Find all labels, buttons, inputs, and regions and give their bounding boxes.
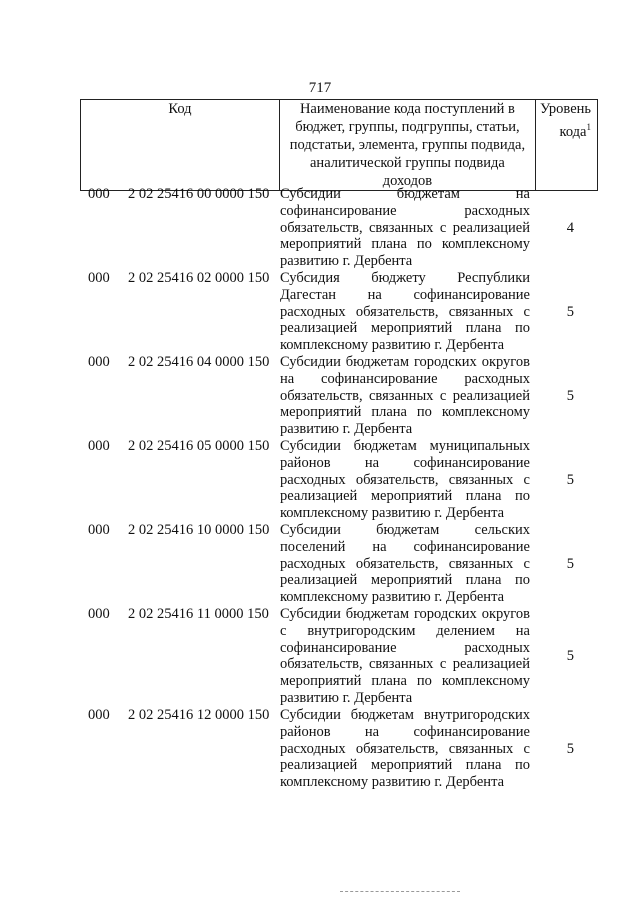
revenue-code: 2 02 25416 10 0000 150 [128, 522, 270, 538]
table-row [80, 438, 600, 522]
revenue-name: Субсидии бюджетам сельских поселений на софинансирование расходных обязательств, связанных с реализацией мероприятий плана по комплексному развитию г. Дербента [280, 522, 530, 606]
revenue-code: 2 02 25416 00 0000 150 [128, 186, 270, 202]
code-level: 5 [566, 387, 574, 404]
revenue-name: Субсидии бюджетам муниципальных районов на софинансирование расходных обязательств, связанных с реализацией мероприятий плана по комплексному развитию г. Дербента [280, 438, 530, 522]
revenue-name: Субсидии бюджетам внутригородских районов на софинансирование расходных обязательств, связанных с реализацией мероприятий плана по комплексному развитию г. Дербента [280, 707, 530, 791]
admin-code: 000 [88, 354, 110, 370]
code-level: 4 [566, 219, 574, 236]
revenue-code: 2 02 25416 11 0000 150 [128, 606, 269, 622]
table-body [80, 186, 600, 791]
revenue-name: Субсидия бюджету Республики Дагестан на софинансирование расходных обязательств, связанных с реализацией мероприятий плана по комплексному развитию г. Дербента [280, 270, 530, 354]
revenue-name: Субсидии бюджетам городских округов с внутригородским делением на софинансирование расходных обязательств, связанных с реализацией мероприятий плана по комплексному развитию г. Дербента [280, 606, 530, 706]
revenue-code: 2 02 25416 04 0000 150 [128, 354, 270, 370]
header-level-footnote: 1 [586, 122, 591, 132]
table-row [80, 186, 600, 270]
code-level: 5 [566, 555, 574, 572]
header-level-label: Уровень кода [539, 101, 591, 140]
admin-code: 000 [88, 707, 110, 723]
header-name: Наименование кода поступлений в бюджет, группы, подгруппы, статьи, подстатьи, элемента, группы подвида, аналитической группы подвида доходов [279, 100, 535, 191]
admin-code: 000 [88, 270, 110, 286]
code-level: 5 [566, 471, 574, 488]
page-number: 717 [308, 80, 332, 96]
admin-code: 000 [88, 438, 110, 454]
table-header [80, 99, 598, 191]
header-level [535, 100, 597, 191]
table-row [80, 707, 600, 791]
table-row [80, 606, 600, 707]
revenue-name: Субсидии бюджетам городских округов на софинансирование расходных обязательств, связанных с реализацией мероприятий плана по комплексному развитию г. Дербента [280, 354, 530, 438]
header-code: Код [81, 100, 280, 191]
table-row [80, 354, 600, 438]
table-row [80, 270, 600, 354]
table-row [80, 522, 600, 606]
revenue-code: 2 02 25416 05 0000 150 [128, 438, 270, 454]
code-level: 5 [566, 648, 574, 665]
admin-code: 000 [88, 522, 110, 538]
scan-artifact [340, 891, 460, 893]
admin-code: 000 [88, 606, 110, 622]
revenue-code: 2 02 25416 02 0000 150 [128, 270, 270, 286]
revenue-name: Субсидии бюджетам на софинансирование расходных обязательств, связанных с реализацией мероприятий плана по комплексному развитию г. Дербента [280, 186, 530, 270]
code-level: 5 [566, 740, 574, 757]
code-level: 5 [566, 303, 574, 320]
revenue-code: 2 02 25416 12 0000 150 [128, 707, 270, 723]
admin-code: 000 [88, 186, 110, 202]
